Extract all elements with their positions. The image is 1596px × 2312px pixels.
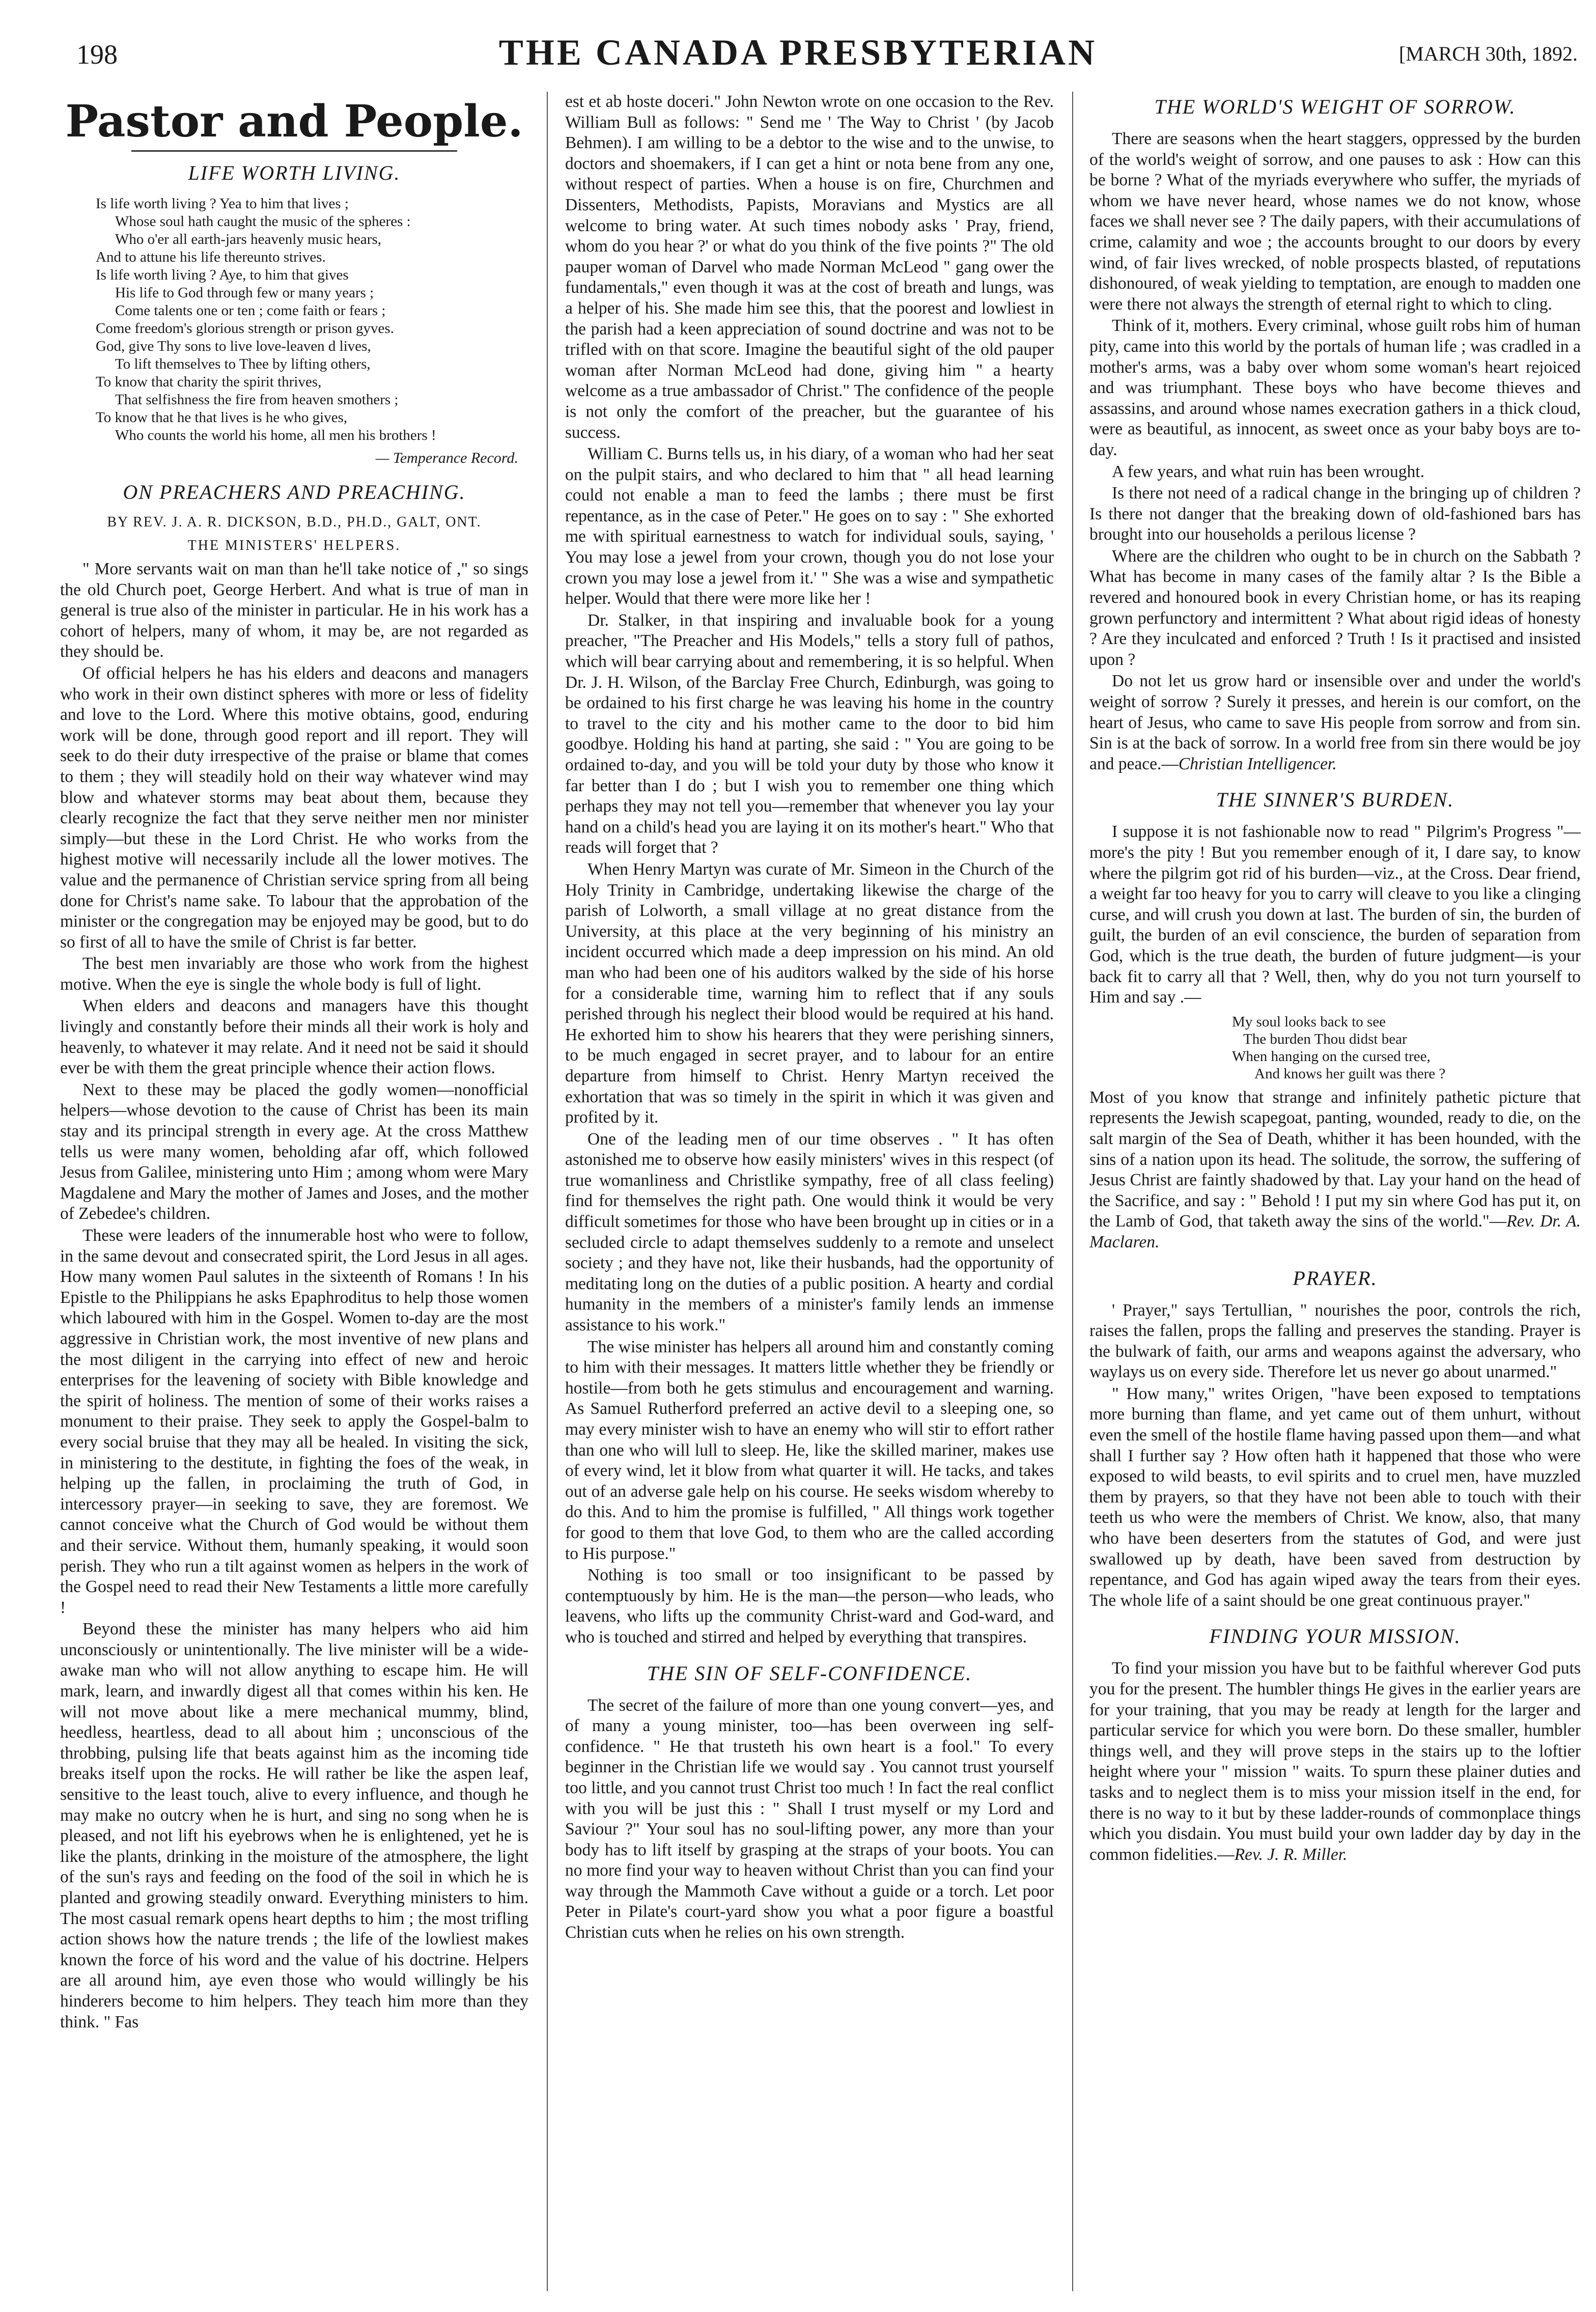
- paragraph: The wise minister has helpers all around him and constantly coming to him with their messages. It matters little whether they be friendly or hostile—from both he gets stimulus and encouragement and warning. As Samuel Rutherford preferred an active devil to a sleeping one, so may every minister wish to have an enemy who will stir to effort rather than one who will lull to sleep. He, like the skilled mariner, makes use of every wind, let it blow from what quarter it will. He tacks, and takes out of an adverse gale help on his course. He seeks wisdom whereby to do this. And to him the promise is fulfilled, " All things work together for good to them that love God, to them who are the called according to His purpose.": [565, 1337, 1054, 1563]
- paragraph: [1089, 671, 1581, 774]
- paragraph: Where are the children who ought to be in church on the Sabbath ? What has become in many cases of the family altar ? Is the Bible a revered and honoured book in every Christian home, or has its reaping grown perfunctory and intermittent ? What about rigid ideas of honesty ? Are they inculcated and enforced ? Truth ! Is it practised and insisted upon ?: [1089, 546, 1581, 669]
- page-number: 198: [76, 39, 118, 70]
- issue-date: [MARCH 30th, 1892.: [1398, 42, 1578, 65]
- paragraph-text: To find your mission you have but to be faithful wherever God puts you for the present. The humbler things He gives in the earlier years are for your training, that you may be ready at length for the larger and particular service for which you were born. Do these smaller, humbler things well, and they will prove steps in the stairs up to the loftier height where your " mission " waits. To spurn these plainer duties and tasks and to neglect them is to miss your mission itself in the end, for there is no way to it but by these ladder-rounds of commonplace things which you disdain. You must build your own ladder day by day in the common fidelities.—: [1089, 1659, 1581, 1864]
- paragraph: There are seasons when the heart staggers, oppressed by the burden of the world's weight of sorrow, and one pauses to ask : How can this be borne ? What of the myriads everywhere who suffer, the myriads of whom we have never heard, whose names we do not know, whose faces we shall never see ? The daily papers, with their accumulations of crime, calamity and woe ; the accounts brought to our doors by every wind, of fair lives wrecked, of noble prospects blasted, of reputations dishonoured, of weak yielding to temptation, are enough to madden one were there not always the strength of eternal right to which to cling.: [1089, 129, 1581, 314]
- paragraph: Next to these may be placed the godly women—nonofficial helpers—whose devotion to the cause of Christ has been its main stay and its principal strength in every age. At the cross Matthew tells us were many women, beholding afar off, which followed Jesus from Galilee, ministering unto Him ; among whom were Mary Magdalene and Mary the mother of James and Joses, and the mother of Zebedee's children.: [60, 1080, 528, 1223]
- paragraph: When Henry Martyn was curate of Mr. Simeon in the Church of the Holy Trinity in Cambridge, undertaking likewise the charge of the parish of Lolworth, a small village at no great distance from the University, at this place at the very beginning of his ministry an incident occurred which made a deep impression on his mind. An old man who had been one of his auditors walked by the side of his horse for a considerable time, warning him to reflect that if any souls perished through his neglect their blood would be required at his hand. He exhorted him to show his hearers that they were perishing sinners, to be much engaged in secret prayer, and to labour for an entire departure from himself to Christ. Henry Martyn received the exhortation that was so timely in the spirit in which it was given and profited by it.: [565, 859, 1054, 1127]
- article-title: THE WORLD'S WEIGHT OF SORROW.: [1154, 95, 1516, 118]
- paragraph: A few years, and what ruin has been wrought.: [1112, 462, 1424, 481]
- column-divider: [1072, 92, 1073, 2291]
- heading-rule: [131, 150, 457, 152]
- article-title: FINDING YOUR MISSION.: [1209, 1625, 1461, 1648]
- poem-line: His life to God through few or many years ;: [115, 285, 374, 301]
- paragraph: One of the leading men of our time observes . " It has often astonished me to observe how easily ministers' wives in this respect (of true womanliness and Christlike sympathy, free of all class feeling) find for themselves the right path. One would think it would be very difficult sometimes for those who have been brought up in cities or in a secluded circle to adapt themselves suddenly to a remote and unselect society ; and they have not, like their husbands, had the opportunity of meditating long on the duties of a public position. A hearty and cordial humanity in the members of a minister's family lends an immense assistance to his work.": [565, 1129, 1054, 1335]
- article-title: THE SIN OF SELF-CONFIDENCE.: [647, 1661, 972, 1685]
- column-3: [1089, 92, 1581, 2296]
- paragraph: [1089, 1658, 1581, 1865]
- poem-line: To lift themselves to Thee by lifting others,: [115, 356, 371, 372]
- poem-line: Come talents one or ten ; come faith or fears ;: [115, 302, 386, 319]
- verse: [1232, 1013, 1581, 1082]
- paragraph: Dr. Stalker, in that inspiring and invaluable book for a young preacher, "The Preacher and His Models," tells a story full of pathos, which will bear carrying about and remembering, it is so helpful. When Dr. J. H. Wilson, of the Barclay Free Church, Edinburgh, was going to be ordained to his first charge he was leaving his home in the country to travel to the city and his mother came to the door to bid him goodbye. Holding his hand at parting, she said : " You are going to be ordained to-day, and you will be told your duty by those who know it far better than I do ; but I wish you to remember one thing which perhaps they may not tell you—remember that whenever you lay your hand on a child's head you are laying it on its mother's heart." Who that reads will forget that ?: [565, 610, 1054, 857]
- verse-line: When hanging on the cursed tree,: [1232, 1048, 1431, 1065]
- paragraph-text: Do not let us grow hard or insensible over and under the world's weight of sorrow ? Surely it presses, and herein is our comfort, on the heart of Jesus, who came to save His people from sorrow and from sin. Sin is at the back of sorrow. In a world free from sin there would be joy and peace.—: [1089, 672, 1581, 773]
- poem-line: To know that he that lives is he who gives,: [96, 409, 348, 426]
- paragraph: est et ab hoste doceri." John Newton wrote on one occasion to the Rev. William Bull as follows: " Send me ' The Way to Christ ' (by Jacob Behmen). I am willing to be a debtor to the wise and to the unwise, to doctors and shoemakers, if I can get a hint or nota bene from any one, without respect of parties. When a house is on fire, Churchmen and Dissenters, Methodists, Papists, Moravians and Mystics are all welcome to bring water. At such times nobody asks ' Pray, friend, whom do you hear ?' or what do you think of the five points ?" The old pauper woman of Darvel who made Norman McLeod " gang ower the fundamentals," even though it was at the cost of breath and lungs, was a helper of his. She made him see this, that the poorest and lowliest in the parish had a keen appreciation of sound doctrine and was not to be trifled with on that score. Imagine the beautiful sight of the old pauper woman after Norman McLeod had done, giving him " a hearty welcome as a true ambassador of Christ." The confidence of the people is not only the comfort of the preacher, but the guarantee of his success.: [565, 92, 1054, 442]
- department-heading: Pastor and People.: [65, 96, 523, 147]
- article-title: ON PREACHERS AND PREACHING.: [123, 481, 466, 504]
- paragraph: Think of it, mothers. Every criminal, whose guilt robs him of human pity, came into this world by the portals of human life ; was cradled in a mother's arms, was a baby over whom some woman's heart rejoiced and was triumphant. These boys who have become thieves and assassins, and around whose names execration gathers in a thick cloud, were as beautiful, as innocent, as sweet once as your baby boys are to-day.: [1089, 316, 1581, 459]
- paragraph: William C. Burns tells us, in his diary, of a woman who had her seat on the pulpit stairs, and who declared to him that " all head learning could not enable a man to feed the lambs ; there must be first repentance, as in the case of Peter." He goes on to say : " She exhorted me with spiritual earnestness to watch for individual souls, saying, ' You may lose a jewel from your crown, though you do not lose your crown you may lose a jewel from it.' " She was a wise and sympathetic helper. Would that there were more like her !: [565, 444, 1054, 608]
- paragraph: ' Prayer," says Tertullian, " nourishes the poor, controls the rich, raises the fallen, props the falling and preserves the standing. Prayer is the bulwark of faith, our arms and weapons against the adversary, who waylays us on every side. Therefore let us never go about unarmed.": [1089, 1300, 1581, 1382]
- verse-line: And knows her guilt was there ?: [1254, 1065, 1446, 1082]
- paragraph: " More servants wait on man than he'll take notice of ," so sings the old Church poet, George Herbert. And what is true of man in general is true also of the minister in particular. He in his work has a cohort of helpers, many of whom, it may be, are not regarded as they should be.: [60, 560, 528, 661]
- masthead: THE CANADA PRESBYTERIAN: [498, 32, 1098, 73]
- poem-line: And to attune his life thereunto strives.: [96, 249, 326, 265]
- attribution: Christian Intelligencer.: [1178, 754, 1337, 773]
- poem-line: Come freedom's glorious strength or prison gyves.: [96, 320, 394, 337]
- verse-line: The burden Thou didst bear: [1243, 1030, 1407, 1047]
- poem-line: To know that charity the spirit thrives,: [96, 374, 322, 390]
- poem-line: God, give Thy sons to live love-leaven d lives,: [96, 338, 371, 354]
- poem: [96, 195, 528, 444]
- attribution: Rev. J. R. Miller.: [1234, 1845, 1348, 1864]
- poem-line: Is life worth living ? Aye, to him that gives: [96, 267, 349, 283]
- page-header: [0, 0, 1596, 87]
- poem-title: LIFE WORTH LIVING.: [188, 161, 401, 184]
- paragraph: These were leaders of the innumerable host who were to follow, in the same devout and consecrated spirit, the Lord Jesus in all ages. How many women Paul salutes in the sixteenth of Romans ! In his Epistle to the Philippians he asks Epaphroditus to help those women which laboured with him in the Gospel. Women to-day are the most aggressive in Christian work, the most inventive of new plans and the most diligent in the carrying into effect of new and heroic enterprises for the leavening of society with Bible knowledge and the spirit of holiness. The mention of some of their works raises a monument to their praise. They seek to apply the Gospel-balm to every social bruise that they may all be healed. In visiting the sick, in ministering to the destitute, in fighting the foes of the weak, in helping up the fallen, in proclaiming the truth of God, in intercessory prayer—in seeking to save, they are foremost. We cannot conceive what the Church of God would be without them and their service. Without them, humanly speaking, it would soon perish. They who run a tilt against women as helpers in the work of the Gospel need to read their New Testaments a little more carefully !: [60, 1226, 528, 1617]
- poem-line: Is life worth living ? Yea to him that lives ;: [96, 196, 349, 212]
- poem-line: Who o'er all earth-jars heavenly music hears,: [115, 231, 381, 247]
- paragraph: When elders and deacons and managers have this thought livingly and constantly before their minds all their work is holy and heavenly, to whatever it may relate. And it need not be said it should ever be with them the great principle whence their action flows.: [60, 996, 528, 1078]
- attribution: Rev. Dr. A. Maclaren.: [1089, 1212, 1581, 1251]
- poem-line: Who counts the world his home, all men his brothers !: [115, 427, 436, 443]
- column-1: [60, 92, 528, 2296]
- article-title: THE SINNER'S BURDEN.: [1216, 788, 1454, 812]
- paragraph: [1089, 1088, 1581, 1253]
- poem-credit: — Temperance Record.: [375, 450, 518, 466]
- paragraph-text: Most of you know that strange and infinitely pathetic picture that represents the Jewish scapegoat, panting, wounded, ready to die, on the salt margin of the Sea of Death, whither it has been hounded, with the sins of a nation upon its head. The solitude, the sorrow, the suffering of Jesus Christ are faintly shadowed by that. Lay your hand on the head of the Sacrifice, and say : " Behold ! I put my sin where God has put it, on the Lamb of God, that taketh away the sins of the world."—: [1089, 1088, 1581, 1231]
- paragraph: I suppose it is not fashionable now to read " Pilgrim's Progress "—more's the pity ! But you remember enough of it, I dare say, to know where the pilgrim got rid of his burden—viz., at the Cross. Dear friend, a weight far too heavy for you to carry will cleave to you like a clinging curse, and will crush you down at last. The burden of sin, the burden of guilt, the burden of an evil conscience, the burden of separation from God, which is the true death, the burden of future judgment—is your back fit to carry all that ? Well, then, why do you not turn yourself to Him and say .—: [1089, 822, 1581, 1007]
- paragraph: The secret of the failure of more than one young convert—yes, and of many a young minister, too—has been overween ing self-confidence. " He that trusteth his own heart is a fool." To every beginner in the Christian life we would say . You cannot trust yourself too little, and you cannot trust Christ too much ! In fact the real conflict with you will be just this : " Shall I trust myself or my Lord and Saviour ?" Your soul has no soul-lifting power, any more than your body has to lift itself by grasping at the straps of your boots. You can no more find your way to heaven without Christ than you can find your way through the Mammoth Cave without a guide or a torch. Let poor Peter in Pilate's court-yard show you what a poor figure a boastful Christian cuts when he relies on his own strength.: [565, 1695, 1054, 1942]
- paragraph: " How many," writes Origen, "have been exposed to temptations more burning than flame, and yet came out of them unhurt, without even the smell of the hostile flame having passed upon them—and what shall I further say ? How often hath it happened that those who were exposed to wild beasts, to evil spirits and to cruel men, have muzzled them by prayers, so that they have not been able to touch with their teeth us who were the members of Christ. We know, also, that many who have been deserters from the statutes of God, and were just swallowed up by death, have been saved from destruction by repentance, and God has again wiped away the tears from their eyes. The whole life of a saint should be one great continuous prayer.": [1089, 1384, 1581, 1610]
- byline: BY REV. J. A. R. DICKSON, B.D., PH.D., GALT, ONT.: [107, 514, 482, 530]
- subheading: THE MINISTERS' HELPERS.: [187, 538, 401, 553]
- column-2: [565, 92, 1054, 2296]
- poem-line: That selfishness the fire from heaven smothers ;: [115, 392, 399, 408]
- paragraph: Nothing is too small or too insignificant to be passed by contemptuously by him. He is the man—the person—who leads, who leavens, who lifts up the community Christ-ward and God-ward, and who is touched and stirred and helped by everything that transpires.: [565, 1566, 1054, 1647]
- paragraph: The best men invariably are those who work from the highest motive. When the eye is single the whole body is full of light.: [60, 954, 528, 994]
- column-divider: [547, 92, 548, 2291]
- paragraph: Of official helpers he has his elders and deacons and managers who work in their own distinct spheres with more or less of fidelity and love to the Lord. Where this motive obtains, good, enduring work will be done, through good report and ill report. They will seek to do their duty irrespective of the praise or blame that comes to them ; they will steadily hold on their way whatever wind may blow and whatever storms may beat about them, because they clearly recognize the fact that they serve neither men nor minister simply—but these in the Lord Christ. He who works from the highest motive will necessarily include all the lower motives. The value and the permanence of Christian service spring from all being done for Christ's name sake. To labour that the approbation of the minister or the congregation may be enjoyed may be good, but to do so first of all to have the smile of Christ is far better.: [60, 663, 528, 952]
- poem-line: Whose soul hath caught the music of the spheres :: [115, 213, 411, 230]
- paragraph: Beyond these the minister has many helpers who aid him unconsciously or unintentionally. The live minister will be a wide-awake man who will not allow anything to escape him. He will mark, learn, and inwardly digest all that comes within his ken. He will not move about like a mere mechanical mummy, blind, heedless, heartless, dead to all about him ; unconscious of the throbbing, pulsing life that beats against him as the incoming tide breaks itself upon the rocks. He will rather be like the aspen leaf, sensitive to the least touch, alive to every influence, and though he may make no outcry when he is hurt, and sing no song when he is pleased, and not lift his eyebrows when he is enlightened, yet he is like the plants, drinking in the moisture of the atmosphere, the light of the sun's rays and feeding on the food of the soil in which he is planted and growing steadily onward. Everything ministers to him. The most casual remark opens heart depths to him ; the most trifling action shows how the nature trends ; the life of the lowliest makes known the force of his word and the value of his doctrine. Helpers are all around him, aye even those who would willingly be his hinderers become to him helpers. They teach him more than they think. " Fas: [60, 1620, 528, 2031]
- paragraph: Is there not need of a radical change in the bringing up of children ? Is there not danger that the breaking down of old-fashioned bars has brought into our households a perilous license ?: [1089, 484, 1581, 544]
- article-title: PRAYER.: [1293, 1266, 1378, 1290]
- verse-line: My soul looks back to see: [1232, 1013, 1386, 1030]
